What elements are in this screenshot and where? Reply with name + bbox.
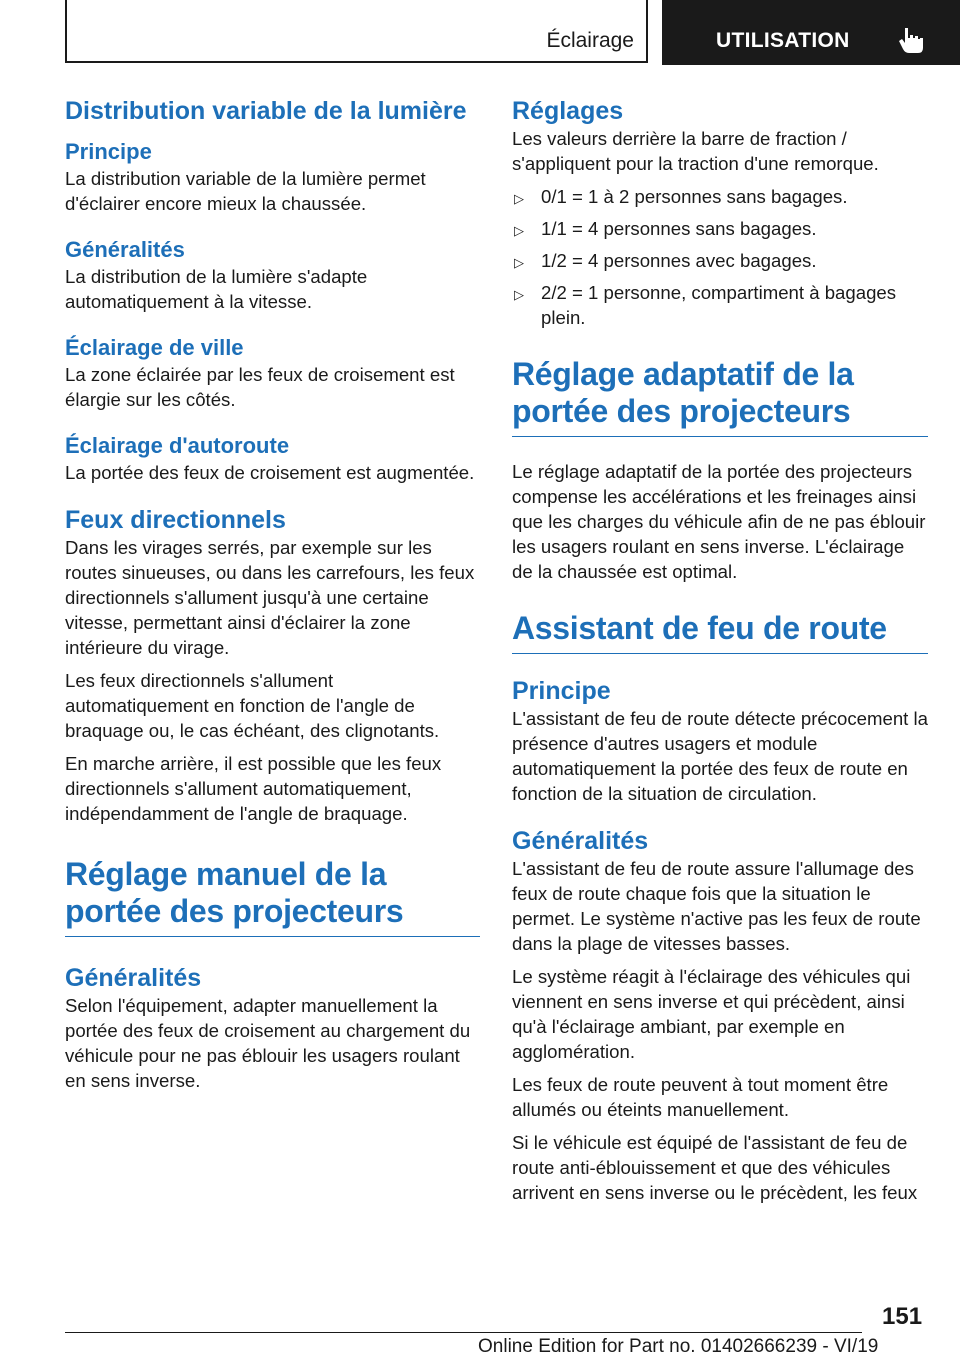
list-item: ▷ 1/1 = 4 personnes sans bagages.: [512, 216, 928, 241]
assistant-principe-text: L'assistant de feu de route détecte précocement la présence d'autres usagers et module automatiquement la portée des feux de route en fonction de la situation de circulation.: [512, 708, 928, 804]
manuel-generalites-heading: Généralités: [65, 964, 202, 992]
left-column: [65, 96, 480, 1093]
eclairage-autoroute-heading: Éclairage d'autoroute: [65, 433, 290, 458]
footer-divider: [65, 1332, 862, 1333]
feux-directionnels-heading: Feux directionnels: [65, 506, 286, 534]
reglage-adaptatif-text: Le réglage adaptatif de la portée des projecteurs compense les accélérations et les freinages ainsi que les charges du véhicule afin de ne pas éblouir les usagers roulant en sens inverse. L'éclairage de la chaussée est optimal.: [512, 461, 926, 582]
reglages-list: [512, 184, 928, 330]
feux-directionnels-p1: Dans les virages serrés, par exemple sur les routes sinueuses, ou dans les carrefours, les feux directionnels s'allument jusqu'à une certaine vitesse, permettant ainsi d'éclairer la zone intérieure du virage.: [65, 537, 475, 658]
manuel-generalites-text: Selon l'équipement, adapter manuellement la portée des feux de croisement au chargement du véhicule pour ne pas éblouir les usagers roulant en sens inverse.: [65, 995, 471, 1091]
feux-directionnels-p3: En marche arrière, il est possible que les feux directionnels s'allument automatiquement, indépendamment de l'angle de braquage.: [65, 753, 442, 824]
triangle-bullet-icon: ▷: [514, 191, 524, 206]
generalites-text: La distribution de la lumière s'adapte automatiquement à la vitesse.: [65, 266, 368, 312]
feux-directionnels-p2: Les feux directionnels s'allument automatiquement en fonction de l'angle de braquage ou, le cas échéant, des clignotants.: [65, 670, 440, 741]
assistant-generalites-p2: Le système réagit à l'éclairage des véhicules qui viennent en sens inverse et qui précèdent, ainsi qu'à l'éclairage ambiant, par exemple en agglomération.: [512, 966, 911, 1062]
distribution-heading: Distribution variable de la lumière: [65, 97, 467, 125]
assistant-generalites-heading: Généralités: [512, 827, 649, 855]
assistant-generalites-p4: Si le véhicule est équipé de l'assistant de feu de route anti-éblouissement et que des véhicules arrivent en sens inverse ou le précèdent, les feux: [512, 1132, 918, 1203]
hand-pointer-icon: [898, 26, 924, 54]
assistant-generalites-p3: Les feux de route peuvent à tout moment être allumés ou éteints manuellement.: [512, 1074, 889, 1120]
list-item: ▷ 1/2 = 4 personnes avec bagages.: [512, 248, 928, 273]
assistant-feu-route-heading: Assistant de feu de route: [512, 610, 928, 654]
triangle-bullet-icon: ▷: [514, 223, 524, 238]
header-section-box: [65, 0, 648, 63]
eclairage-ville-heading: Éclairage de ville: [65, 335, 244, 360]
reglages-text: Les valeurs derrière la barre de fraction / s'appliquent pour la traction d'une remorque.: [512, 128, 879, 174]
header-chapter-box: [662, 0, 960, 65]
generalites-heading: Généralités: [65, 237, 185, 262]
triangle-bullet-icon: ▷: [514, 255, 524, 270]
assistant-principe-heading: Principe: [512, 677, 611, 705]
header-section-title: Éclairage: [546, 29, 634, 52]
page-number: 151: [882, 1303, 923, 1330]
principe-text: La distribution variable de la lumière permet d'éclairer encore mieux la chaussée.: [65, 168, 426, 214]
list-item: ▷ 2/2 = 1 personne, compartiment à bagages plein.: [514, 282, 897, 328]
reglage-manuel-heading: Réglage manuel de la portée des projecteurs: [65, 856, 480, 937]
reglages-heading: Réglages: [512, 97, 624, 125]
principe-heading: Principe: [65, 139, 152, 164]
triangle-bullet-icon: ▷: [514, 287, 524, 302]
right-column: [512, 96, 928, 1205]
footer-edition: Online Edition for Part no. 01402666239 - VI/19: [478, 1336, 879, 1357]
list-item: ▷ 0/1 = 1 à 2 personnes sans bagages.: [512, 184, 928, 209]
header-chapter-title: UTILISATION: [716, 29, 850, 52]
eclairage-autoroute-text: La portée des feux de croisement est augmentée.: [65, 462, 475, 483]
reglage-adaptatif-heading: Réglage adaptatif de la portée des projecteurs: [512, 356, 928, 437]
assistant-generalites-p1: L'assistant de feu de route assure l'allumage des feux de route chaque fois que la situation le permet. Le système n'active pas les feux de route dans la plage de vitesses basses.: [512, 858, 921, 954]
eclairage-ville-text: La zone éclairée par les feux de croisement est élargie sur les côtés.: [65, 364, 455, 410]
